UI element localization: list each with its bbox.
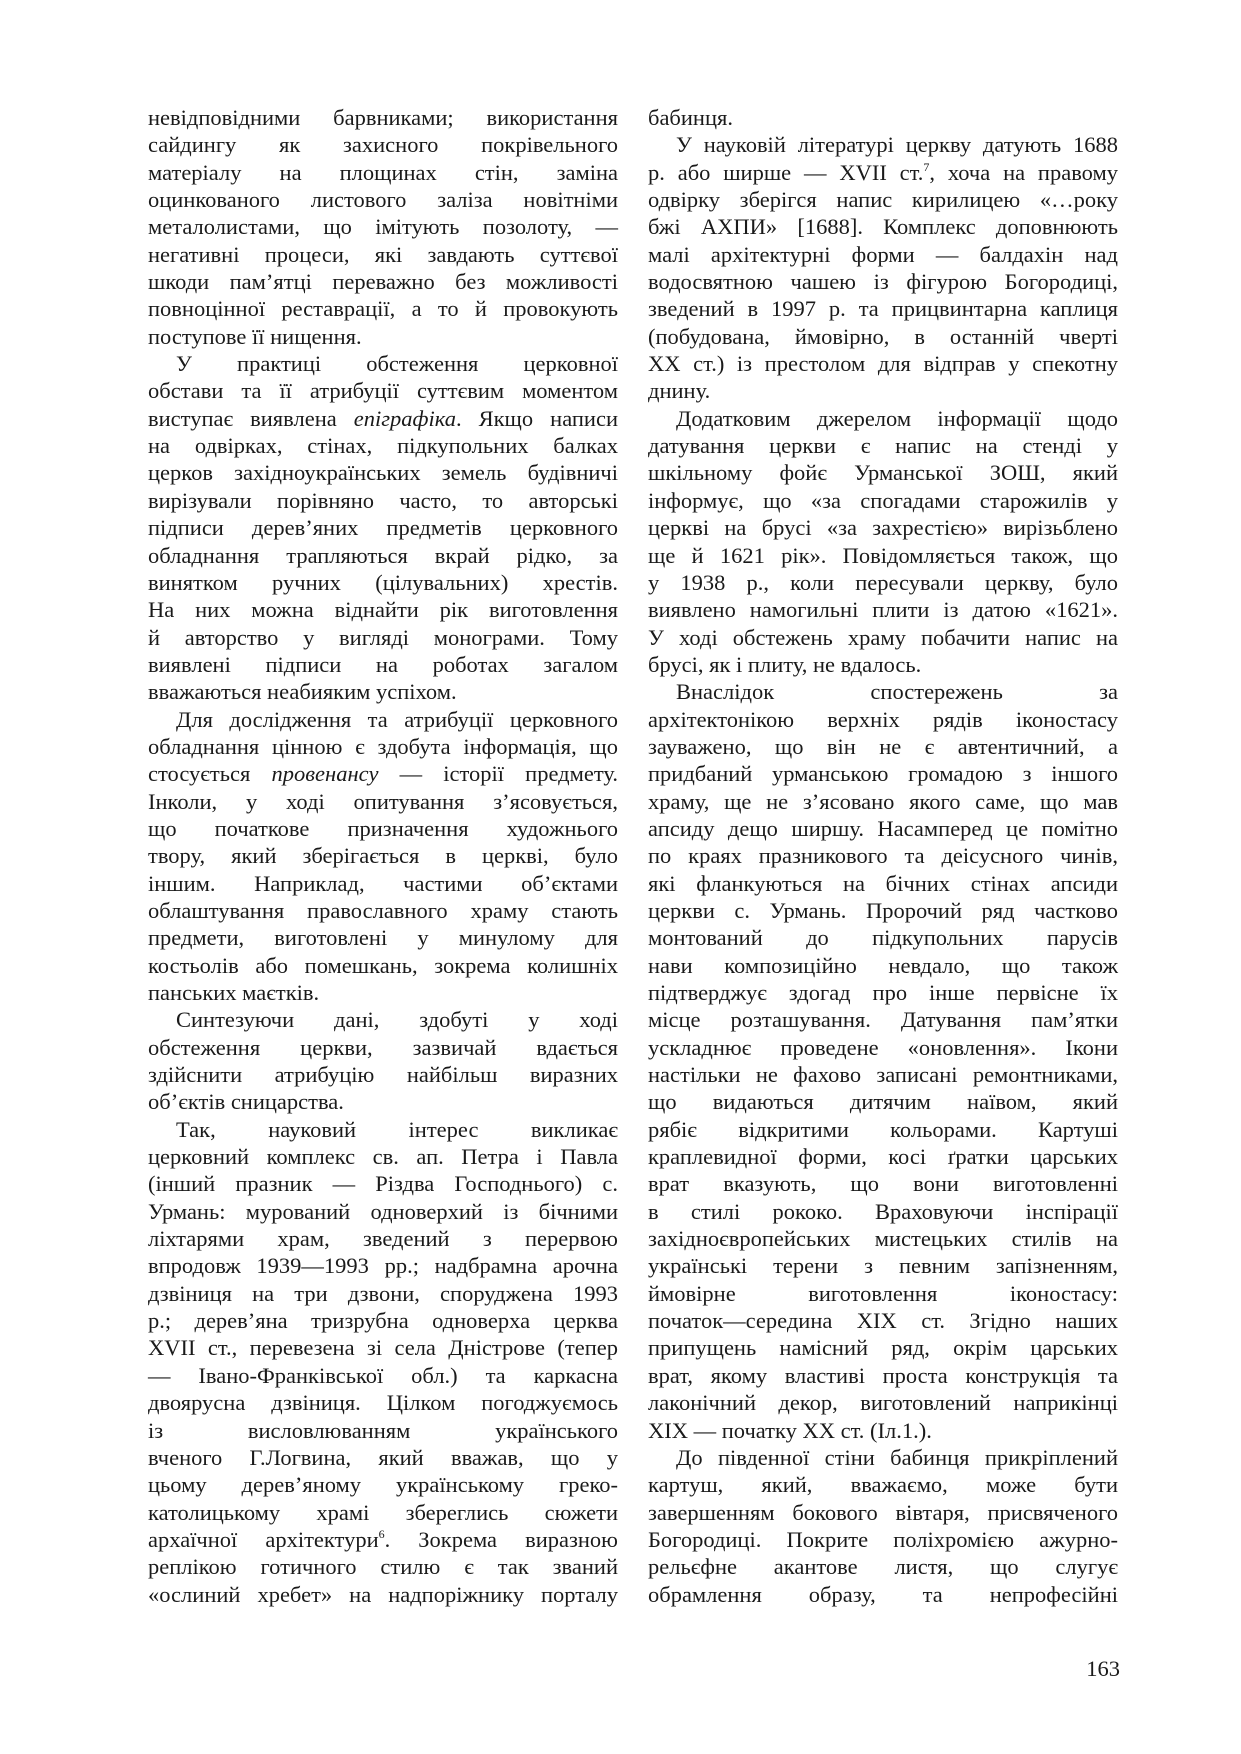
right-text-line: лаконічний декор, виготовлений наприкінці [648, 1390, 1118, 1416]
left-text-line: Так, науковий інтерес викликає [176, 1116, 618, 1142]
right-text-line: XX ст.) із престолом для відправ у спекотну [648, 351, 1118, 377]
right-text-line: інформує, що «за спогадами старожилів у [648, 487, 1118, 513]
italic-term: провенансу [271, 761, 379, 787]
left-text-line: панських маєтків. [148, 980, 320, 1005]
left-text-line: цьому дерев’яному українському греко- [148, 1472, 618, 1498]
right-text-line: картуш, який, вважаємо, може бути [648, 1472, 1118, 1498]
footnote-ref: 7 [923, 159, 930, 174]
right-text-line: датування церкви є напис на стенді у [648, 433, 1118, 459]
left-text-line: На них можна віднайти рік виготовлення [148, 597, 618, 623]
right-text-line: р. або ширше — XVII ст.$^7$, хоча на правому [648, 159, 1118, 185]
left-text-line: вважаються неабияким успіхом. [148, 679, 457, 705]
left-text-line: матеріалу на площинах стін, заміна [148, 159, 618, 185]
footnote-ref: 6 [378, 1526, 385, 1541]
right-text-line: в стилі рококо. Враховуючи інспірації [648, 1198, 1118, 1224]
left-text-line: обстеження церкви, зазвичай вдається [148, 1034, 618, 1060]
left-text-line: предмети, виготовлені у минулому для [148, 925, 618, 951]
right-text-line: завершенням бокового вівтаря, присвяченого [648, 1499, 1118, 1525]
right-text-line: місце розташування. Датування пам’ятки [648, 1007, 1118, 1033]
left-text-line: негативні процеси, які завдають суттєвої [148, 241, 618, 267]
left-text-line: облаштування православного храму стають [148, 897, 618, 923]
left-text-line: церковний комплекс св. ап. Петра і Павла [148, 1144, 618, 1170]
left-text-line: Для дослідження та атрибуції церковного [176, 706, 618, 732]
left-text-line: із висловлюванням українського [148, 1417, 618, 1443]
right-text-line: обрамлення образу, та непрофесійні [648, 1581, 1118, 1607]
right-text-line: у 1938 р., коли пересували церкву, було [648, 569, 1118, 595]
left-text-line: — Івано-Франківської обл.) та каркасна [148, 1362, 618, 1388]
left-text-line: дзвіниця на три дзвони, споруджена 1993 [148, 1280, 618, 1306]
right-text-line: західноєвропейських мистецьких стилів на [648, 1226, 1118, 1252]
right-text-line: ускладнює проведене «оновлення». Ікони [648, 1034, 1118, 1060]
left-text-line: Синтезуючи дані, здобуті у ході [176, 1007, 618, 1033]
left-text-line: невідповідними барвниками; використання [148, 105, 618, 130]
right-text-line: апсиду дещо ширшу. Насамперед це помітно [648, 815, 1118, 841]
right-text-line: припущень намісний ряд, окрім царських [648, 1335, 1118, 1361]
left-text-line: XVII ст., перевезена зі села Дністрове (тепер [148, 1335, 618, 1361]
right-text-line: монтований до підкупольних парусів [648, 925, 1118, 951]
right-text-line: зауважено, що він не є автентичний, а [648, 733, 1118, 759]
left-text-line: обладнання цінною є здобута інформація, що [148, 733, 618, 759]
right-text-line: архітектонікою верхніх рядів іконостасу [648, 706, 1118, 732]
right-text-line: врат вказують, що вони виготовленні [648, 1171, 1118, 1197]
page-number: 163 [1086, 1656, 1120, 1681]
left-text-line: (інший празник — Різдва Господнього) с. [148, 1171, 618, 1197]
right-text-line: шкільному фойє Урманської ЗОШ, який [648, 460, 1118, 486]
right-text-line: малі архітектурні форми — балдахін над [648, 241, 1118, 267]
right-text-line: Внаслідок спостережень за [676, 679, 1118, 705]
left-text-line: обладнання трапляються вкрай рідко, за [148, 542, 618, 568]
right-text-line: українські терени з певним запізненням, [648, 1253, 1118, 1279]
right-text-line: церкві на брусі «за захрестією» вирізьблено [648, 515, 1118, 541]
right-text-line: бжі АХПИ» [1688]. Комплекс доповнюють [648, 214, 1118, 240]
right-text-line: підтверджує здогад про інше первісне їх [648, 980, 1118, 1005]
left-text-line: двоярусна дзвіниця. Цілком погоджуємось [148, 1390, 618, 1416]
left-text-line: виступає виявлена епіграфіка. Якщо написи [148, 405, 618, 431]
right-text-line: зведений в 1997 р. та прицвинтарна каплиця [648, 296, 1118, 322]
right-text-line: виявлено намогильні плити із датою «1621». [648, 597, 1118, 623]
right-text-line: нави композиційно невдало, що також [648, 952, 1118, 978]
left-text-line: церков західноукраїнських земель будівничі [148, 460, 618, 486]
right-text-line: брусі, як і плиту, не вдалось. [648, 651, 922, 677]
right-text-line: днину. [648, 378, 711, 404]
right-text-line: бабинця. [648, 105, 733, 130]
right-text-line: рельєфне акантове листя, що слугує [648, 1554, 1118, 1580]
right-text-line: храму, ще не з’ясовано якого саме, що мав [648, 788, 1118, 814]
right-text-line: Додатковим джерелом інформації щодо [676, 405, 1118, 431]
left-text-line: винятком ручних (цілувальних) хрестів. [148, 569, 618, 595]
left-text-line: У практиці обстеження церковної [176, 351, 618, 377]
right-text-line: по краях празникового та деісусного чинів, [648, 843, 1118, 869]
right-text-line: початок—середина XIX ст. Згідно наших [648, 1308, 1118, 1334]
left-text-line: підписи дерев’яних предметів церковного [148, 515, 618, 541]
left-text-line: впродовж 1939—1993 рр.; надбрамна арочна [148, 1253, 618, 1279]
left-text-column [148, 104, 618, 1608]
left-text-line: виявлені підписи на роботах загалом [148, 651, 618, 677]
left-text-line: р.; дерев’яна тризрубна одноверха церква [148, 1308, 618, 1334]
left-text-line: сайдингу як захисного покрівельного [148, 132, 618, 158]
left-text-line: костьолів або помешкань, зокрема колишніх [148, 952, 618, 978]
left-text-line: на одвірках, стінах, підкупольних балках [148, 433, 618, 459]
left-text-line: й авторство у вигляді монограми. Тому [148, 624, 618, 650]
right-text-line: У ході обстежень храму побачити напис на [648, 624, 1118, 650]
right-text-line: одвірку зберігся напис кирилицею «…року [648, 187, 1118, 213]
right-text-line: У науковій літературі церкву датують 1688 [676, 132, 1118, 158]
right-text-line: (побудована, ймовірно, в останній чверті [648, 323, 1118, 349]
left-text-line: обстави та її атрибуції суттєвим моментом [148, 378, 618, 404]
right-text-line: водосвятною чашею із фігурою Богородиці, [648, 269, 1118, 295]
left-text-line: вирізували порівняно часто, то авторські [148, 487, 618, 513]
left-text-line: іншим. Наприклад, частими об’єктами [148, 870, 618, 896]
right-text-line: краплевидної форми, косі ґратки царських [648, 1144, 1118, 1170]
right-text-line: рябіє відкритими кольорами. Картуші [648, 1116, 1118, 1142]
left-text-line: стосується провенансу — історії предмету. [148, 761, 618, 787]
left-text-line: що початкове призначення художнього [148, 815, 618, 841]
italic-term: епіграфіка [353, 405, 456, 431]
right-text-line: які фланкуються на бічних стінах апсиди [648, 870, 1118, 896]
left-text-line: католицькому храмі збереглись сюжети [148, 1499, 618, 1525]
right-text-line: Богородиці. Покрите поліхромією ажурно- [648, 1526, 1118, 1552]
left-text-line: оцинкованого листового заліза новітніми [148, 187, 618, 213]
right-text-line: XIX — початку XX ст. (Іл.1.). [648, 1417, 932, 1443]
right-text-line: До південної стіни бабинця прикріплений [676, 1444, 1118, 1470]
left-text-line: Інколи, у ході опитування з’ясовується, [148, 788, 618, 814]
left-text-line: Урмань: мурований одноверхий із бічними [148, 1198, 618, 1224]
right-text-line: що видаються дитячим наївом, який [648, 1089, 1118, 1115]
left-text-line: здійснити атрибуцію найбільш виразних [148, 1062, 618, 1088]
left-text-line: металолистами, що імітують позолоту, — [148, 214, 618, 240]
right-text-line: врат, якому властиві проста конструкція та [648, 1362, 1118, 1388]
right-text-line: настільки не фахово записані ремонтниками, [648, 1062, 1118, 1088]
right-text-line: ймовірне виготовлення іконостасу: [648, 1280, 1118, 1306]
left-text-line: об’єктів сницарства. [148, 1089, 344, 1115]
right-text-line: церкви с. Урмань. Пророчий ряд частково [648, 897, 1118, 923]
left-text-line: реплікою готичного стилю є так званий [148, 1554, 618, 1580]
left-text-line: «ослиний хребет» на надпоріжнику порталу [148, 1581, 618, 1607]
right-text-line: придбаний урманською громадою з іншого [648, 761, 1118, 787]
left-text-line: твору, який зберігається в церкві, було [148, 843, 618, 869]
left-text-line: вченого Г.Логвина, який вважав, що у [148, 1444, 618, 1470]
left-text-line: повноцінної реставрації, а то й провокують [148, 296, 618, 322]
left-text-line: архаїчної архітектури$^6$. Зокрема виразною [148, 1526, 618, 1552]
left-text-line: ліхтарями храм, зведений з перервою [148, 1226, 618, 1252]
right-text-column [648, 104, 1118, 1608]
left-text-line: шкоди пам’ятці переважно без можливості [148, 269, 618, 295]
left-text-line: поступове її нищення. [148, 323, 362, 349]
right-text-line: ще й 1621 рік». Повідомляється також, що [648, 542, 1118, 568]
